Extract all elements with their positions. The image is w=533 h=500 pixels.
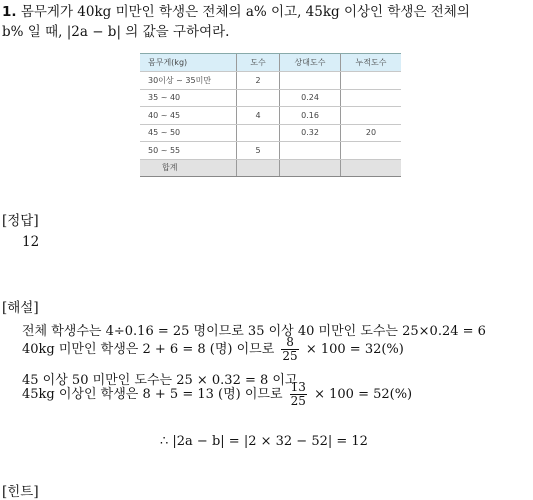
solution-line-4 [22, 381, 412, 408]
answer-value: 12 [22, 234, 40, 250]
cell-class: 40 ~ 45 [140, 107, 237, 125]
hint-label: [힌트] [2, 484, 39, 500]
table-row [140, 107, 401, 125]
table-row [140, 142, 401, 160]
cell-total-relative [280, 159, 341, 177]
table-row [140, 72, 401, 90]
cell-relative: 0.16 [280, 107, 341, 125]
cell-relative [280, 142, 341, 160]
solution-line-1: 전체 학생수는 4÷0.16 = 25 명이므로 35 이상 40 미만인 도수는 25×0.24 = 6 [22, 324, 486, 339]
cell-total-frequency [237, 159, 280, 177]
cell-cumulative [341, 142, 402, 160]
cell-cumulative [341, 89, 402, 107]
solution-conclusion: ∴ |2a − b| = |2 × 32 − 52| = 12 [160, 434, 368, 449]
solution-line-3: 45 이상 50 미만인 도수는 25 × 0.32 = 8 이고 [22, 373, 298, 388]
cell-frequency [237, 89, 280, 107]
question-line-1 [2, 3, 470, 21]
solution-line-2-text: 40kg 미만인 학생은 2 + 6 = 8 (명) 이므로 [22, 342, 275, 357]
cell-frequency: 4 [237, 107, 280, 125]
cell-total-label: 합계 [140, 159, 237, 177]
cell-relative [280, 72, 341, 90]
frequency-table [140, 53, 401, 177]
question-text-1: 몸무게가 40kg 미만인 학생은 전체의 a% 이고, 45kg 이상인 학생은 전체의 [20, 4, 470, 20]
table-row [140, 89, 401, 107]
table-row [140, 124, 401, 142]
solution-line-2-result: × 100 = 32(%) [305, 342, 404, 357]
question-text-2: b% 일 때, |2a − b| 의 값을 구하여라. [2, 24, 230, 40]
question-line-2 [2, 23, 229, 41]
cell-class: 35 ~ 40 [140, 89, 237, 107]
fraction-numerator: 8 [281, 336, 298, 350]
cell-relative: 0.24 [280, 89, 341, 107]
header-weight: 몸무게(kg) [140, 54, 237, 72]
solution-line-4-result: × 100 = 52(%) [314, 387, 413, 402]
cell-frequency: 5 [237, 142, 280, 160]
fraction-8-25 [281, 336, 298, 363]
cell-frequency [237, 124, 280, 142]
solution-line-2 [22, 336, 404, 363]
solution-label: [해설] [2, 300, 39, 316]
cell-relative: 0.32 [280, 124, 341, 142]
cell-total-cumulative [341, 159, 402, 177]
fraction-denominator: 25 [282, 349, 298, 363]
table-header-row [140, 54, 401, 72]
cell-class: 50 ~ 55 [140, 142, 237, 160]
cell-cumulative: 20 [341, 124, 402, 142]
cell-class: 30이상 ~ 35미만 [140, 72, 237, 90]
cell-cumulative [341, 107, 402, 125]
cell-cumulative [341, 72, 402, 90]
fraction-denominator: 25 [290, 394, 306, 408]
solution-line-4-text: 45kg 이상인 학생은 8 + 5 = 13 (명) 이므로 [22, 387, 283, 402]
header-frequency: 도수 [237, 54, 280, 72]
table-total-row [140, 159, 401, 177]
fraction-13-25 [290, 381, 307, 408]
header-cumulative-frequency: 누적도수 [341, 54, 402, 72]
cell-class: 45 ~ 50 [140, 124, 237, 142]
fraction-numerator: 13 [290, 380, 306, 394]
answer-label: [정답] [2, 213, 39, 229]
header-relative-frequency: 상대도수 [280, 54, 341, 72]
cell-frequency: 2 [237, 72, 280, 90]
question-number: 1. [2, 4, 17, 20]
